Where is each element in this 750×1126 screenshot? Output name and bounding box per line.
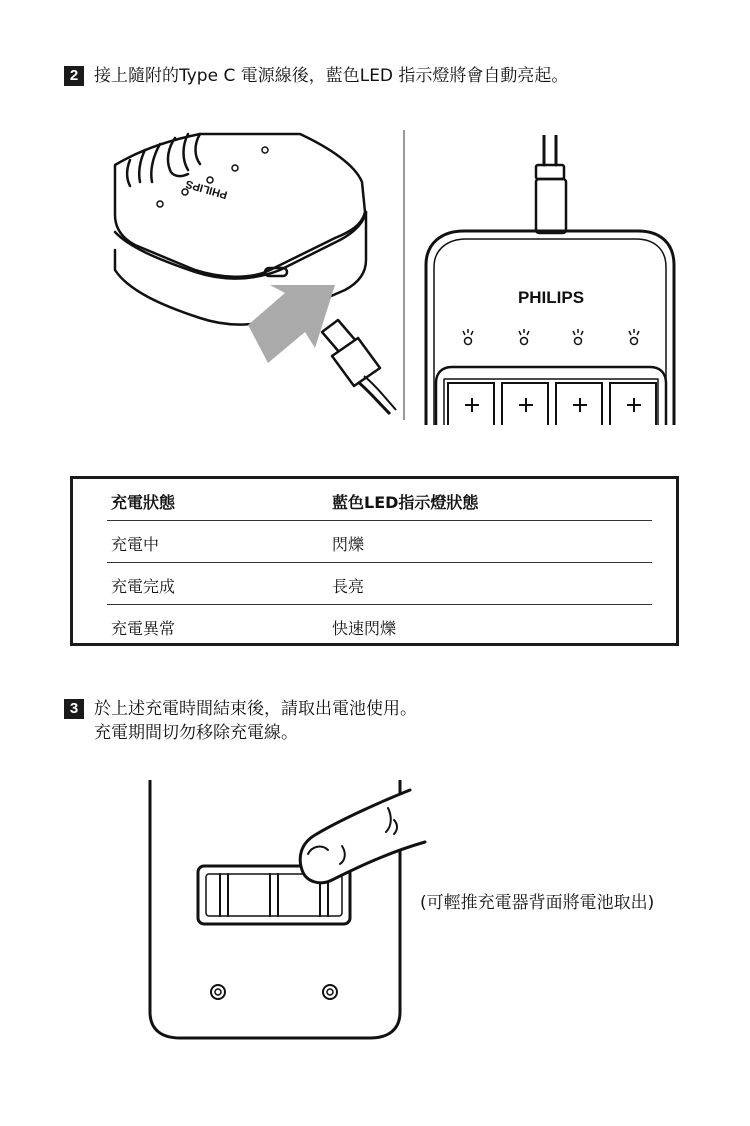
left-brand-logo: PHILIPS <box>184 177 229 201</box>
header-charging-status: 充電狀態 <box>111 493 176 512</box>
table-header-row <box>107 479 652 521</box>
step-3-line-1: 於上述充電時間結束後，請取出電池使用。 <box>94 699 417 719</box>
led-indicator-icon <box>573 329 583 345</box>
charging-status-table <box>70 476 679 646</box>
table-row <box>107 563 652 605</box>
charger-side-illustration <box>100 120 410 420</box>
bottom-illustration-caption: (可輕推充電器背面將電池取出) <box>420 893 655 913</box>
row-led-status: 快速閃爍 <box>332 619 397 638</box>
right-brand-logo: PHILIPS <box>517 288 585 307</box>
table-row <box>107 605 652 647</box>
row-charging-status: 充電異常 <box>111 619 176 638</box>
led-indicator-icon <box>463 329 473 345</box>
charger-front-illustration <box>420 135 685 425</box>
step-3-instruction <box>64 697 417 745</box>
step-2-text: 接上隨附的Type C 電源線後，藍色LED 指示燈將會自動亮起。 <box>94 66 569 86</box>
row-charging-status: 充電中 <box>111 535 160 554</box>
led-indicator-icon <box>629 329 639 345</box>
finger-icon <box>300 790 425 883</box>
illustration-divider <box>403 130 405 420</box>
step-number-badge: 3 <box>64 699 84 719</box>
row-charging-status: 充電完成 <box>111 577 176 596</box>
step-number-badge: 2 <box>64 66 84 86</box>
header-led-status: 藍色LED指示燈狀態 <box>332 493 479 512</box>
step-3-line-2: 充電期間切勿移除充電線。 <box>94 723 298 743</box>
charger-back-illustration <box>140 780 430 1050</box>
table-row <box>107 521 652 563</box>
row-led-status: 長亮 <box>332 577 365 596</box>
step-2-instruction <box>64 64 568 88</box>
led-indicator-icon <box>519 329 529 345</box>
row-led-status: 閃爍 <box>332 535 365 554</box>
